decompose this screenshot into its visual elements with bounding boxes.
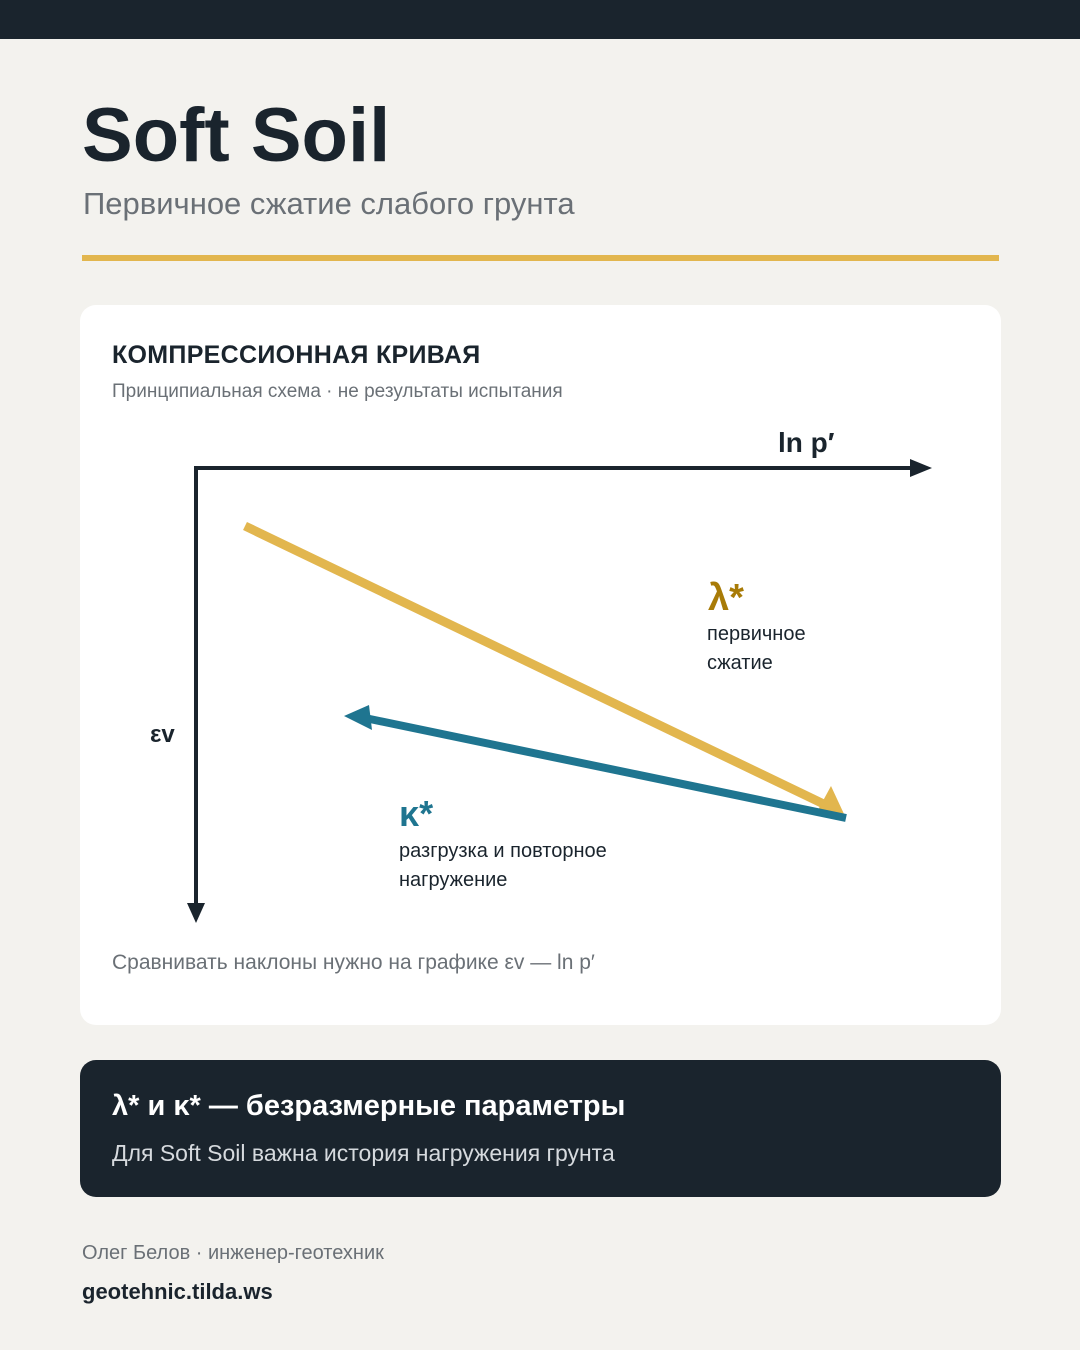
page-subtitle: Первичное сжатие слабого грунта bbox=[83, 186, 575, 221]
diagram-card-subtitle: Принципиальная схема · не результаты испытания bbox=[112, 381, 563, 402]
author-credit: Олег Белов · инженер-геотехник bbox=[82, 1242, 384, 1264]
diagram-note: Сравнивать наклоны нужно на графике εv — ln p′ bbox=[112, 951, 595, 974]
info-panel-subtitle: Для Soft Soil важна история нагружения грунта bbox=[112, 1140, 615, 1166]
y-axis-label: εv bbox=[150, 721, 175, 748]
unloading-label-line1: разгрузка и повторное bbox=[399, 840, 607, 862]
unloading-line bbox=[365, 718, 846, 818]
primary-label-line2: сжатие bbox=[707, 652, 773, 674]
unloading-label-line2: нагружение bbox=[399, 869, 508, 891]
compression-curve-diagram bbox=[80, 305, 1001, 1025]
accent-divider bbox=[82, 255, 999, 261]
y-axis-arrowhead bbox=[187, 903, 205, 923]
lambda-symbol: λ* bbox=[708, 577, 744, 619]
x-axis-label: ln p′ bbox=[778, 427, 835, 458]
info-panel-title: λ* и κ* — безразмерные параметры bbox=[112, 1090, 626, 1122]
kappa-symbol: κ* bbox=[399, 793, 434, 834]
diagram-card bbox=[80, 305, 1001, 1025]
page-title: Soft Soil bbox=[82, 93, 391, 178]
top-bar bbox=[0, 0, 1080, 39]
x-axis-arrowhead bbox=[910, 459, 932, 477]
primary-label-line1: первичное bbox=[707, 623, 806, 645]
info-panel bbox=[80, 1060, 1001, 1197]
unloading-arrowhead bbox=[344, 705, 372, 730]
diagram-card-title: КОМПРЕССИОННАЯ КРИВАЯ bbox=[112, 341, 481, 369]
website-link[interactable]: geotehnic.tilda.ws bbox=[82, 1279, 273, 1304]
